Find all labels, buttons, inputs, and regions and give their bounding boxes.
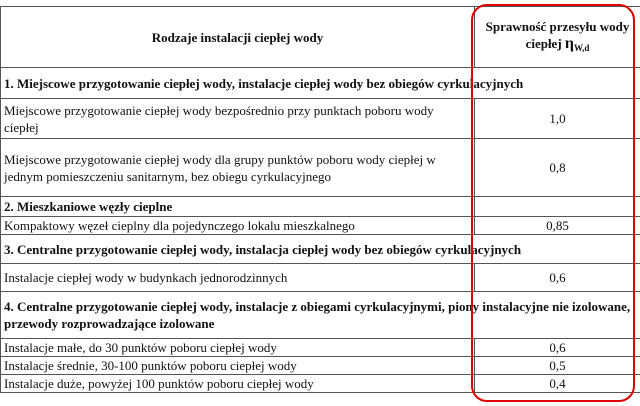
row-label: Miejscowe przygotowanie ciepłej wody bezpośrednio przy punktach poboru wody ciepłej [1, 99, 475, 139]
section-title: 3. Centralne przygotowanie ciepłej wody, instalacja ciepłej wody bez obiegów cyrkulacyjnych [1, 235, 640, 264]
eta-symbol: η [564, 34, 574, 52]
row-value: 1,0 [475, 99, 640, 139]
table-row [1, 99, 640, 139]
row-value: 0,6 [475, 264, 640, 292]
row-label: Kompaktowy węzeł cieplny dla pojedynczego lokalu mieszkalnego [1, 217, 475, 235]
section-row [1, 292, 640, 339]
table-row [1, 217, 640, 235]
row-label: Instalacje średnie, 30-100 punktów poboru ciepłej wody [1, 357, 475, 375]
row-value: 0,6 [475, 339, 640, 357]
eta-subscript: W,d [574, 42, 590, 53]
section-row [1, 235, 640, 264]
row-label: Miejscowe przygotowanie ciepłej wody dla grupy punktów poboru wody ciepłej w jednym pomieszczeniu sanitarnym, bez obiegu cyrkulacyjnego [1, 139, 475, 197]
row-value: 0,4 [475, 375, 640, 393]
row-value: 0,8 [475, 139, 640, 197]
table-row [1, 375, 640, 393]
row-value: 0,85 [475, 217, 640, 235]
row-label: Instalacje małe, do 30 punktów poboru ciepłej wody [1, 339, 475, 357]
header-installation-type: Rodzaje instalacji ciepłej wody [1, 7, 475, 68]
efficiency-table [0, 6, 640, 393]
section-title: 4. Centralne przygotowanie ciepłej wody, instalacje z obiegami cyrkulacyjnymi, piony instalacyjne nie izolowane, przewody rozprowadzające izolowane [1, 292, 640, 339]
table-row [1, 339, 640, 357]
header-efficiency [475, 7, 640, 68]
header-efficiency-line1: Sprawność przesyłu wody [485, 18, 630, 34]
section-row [1, 68, 640, 99]
row-value: 0,5 [475, 357, 640, 375]
table-row [1, 357, 640, 375]
section-row [1, 197, 640, 217]
table-header-row [1, 7, 640, 68]
section-value-empty [475, 197, 640, 217]
section-title: 2. Mieszkaniowe węzły cieplne [1, 197, 475, 217]
row-label: Instalacje duże, powyżej 100 punktów poboru ciepłej wody [1, 375, 475, 393]
header-efficiency-line2: ciepłej [525, 35, 562, 51]
table-row [1, 264, 640, 292]
table-row [1, 139, 640, 197]
section-title: 1. Miejscowe przygotowanie ciepłej wody, instalacje ciepłej wody bez obiegów cyrkulacyjnych [1, 68, 640, 99]
row-label: Instalacje ciepłej wody w budynkach jednorodzinnych [1, 264, 475, 292]
